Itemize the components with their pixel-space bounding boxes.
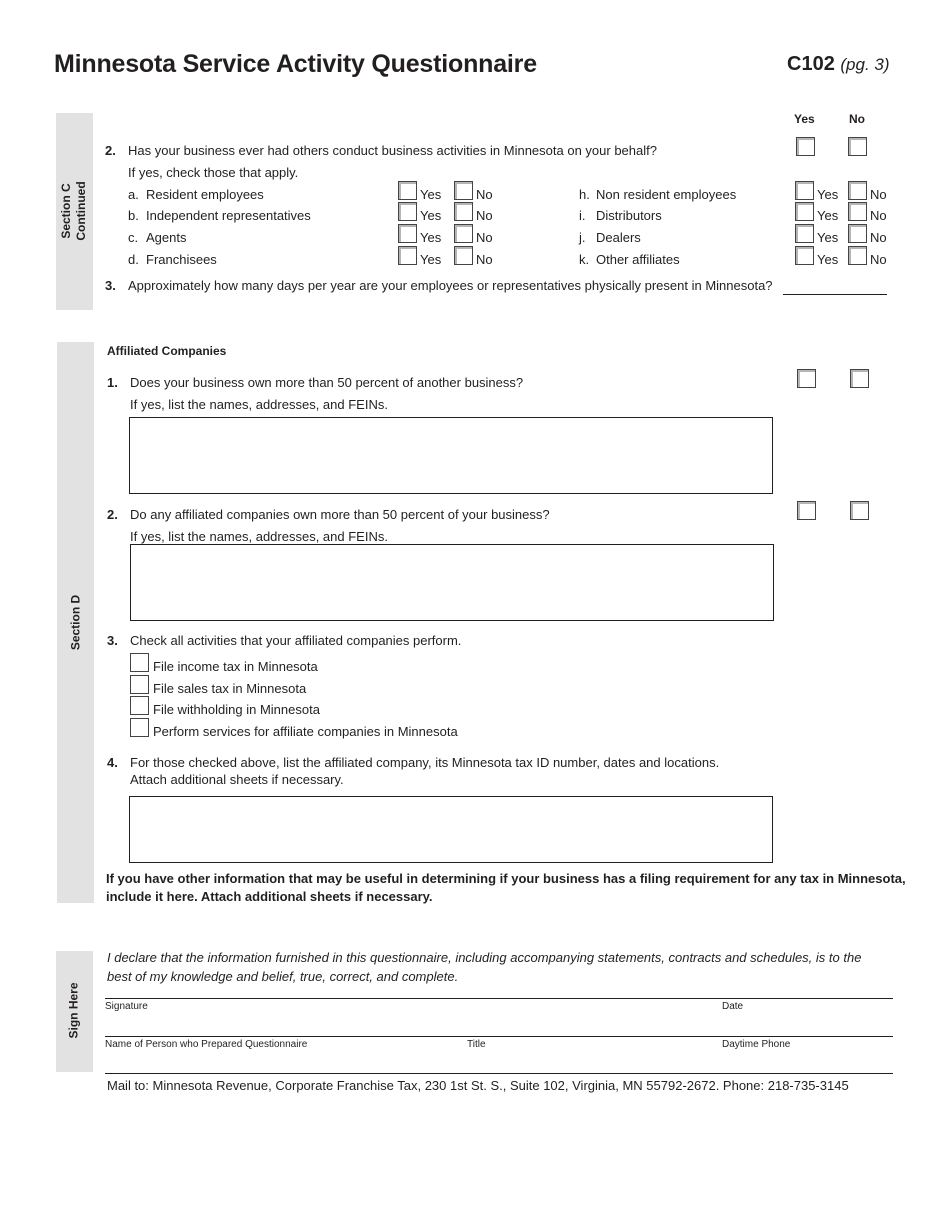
d-q4-number: 4. bbox=[107, 755, 118, 770]
activity-income-tax-label: File income tax in Minnesota bbox=[153, 659, 318, 674]
d-q1-yes-checkbox[interactable] bbox=[797, 369, 816, 388]
preparer-line[interactable] bbox=[105, 1036, 893, 1037]
d-q1-subtext: If yes, list the names, addresses, and FEINs. bbox=[130, 397, 388, 412]
item-h-letter: h. bbox=[579, 187, 590, 202]
activity-sales-tax-checkbox[interactable] bbox=[130, 675, 149, 694]
item-b-yes-checkbox[interactable] bbox=[398, 202, 417, 221]
item-c-yes-label: Yes bbox=[420, 230, 442, 245]
d-q1-number: 1. bbox=[107, 375, 118, 390]
item-a-letter: a. bbox=[128, 187, 139, 202]
item-c-yes-checkbox[interactable] bbox=[398, 224, 417, 243]
item-d-yes-checkbox[interactable] bbox=[398, 246, 417, 265]
phone-line[interactable] bbox=[105, 1073, 893, 1074]
item-d-no-checkbox[interactable] bbox=[454, 246, 473, 265]
declaration-line2: best of my knowledge and belief, true, correct, and complete. bbox=[107, 969, 459, 984]
q2-yes-checkbox[interactable] bbox=[796, 137, 815, 156]
item-k-letter: k. bbox=[579, 252, 590, 267]
signature-label: Signature bbox=[105, 1001, 148, 1012]
item-i-label: Distributors bbox=[596, 208, 662, 223]
section-c-label-line1: Section C bbox=[59, 183, 73, 239]
item-c-letter: c. bbox=[128, 230, 139, 245]
item-a-no-label: No bbox=[476, 187, 493, 202]
col-header-no: No bbox=[849, 112, 865, 126]
q3-text: Approximately how many days per year are your employees or representatives physically present in Minnesota? bbox=[128, 278, 773, 293]
page-title: Minnesota Service Activity Questionnaire bbox=[54, 50, 537, 78]
signature-line[interactable] bbox=[105, 998, 893, 999]
item-a-no-checkbox[interactable] bbox=[454, 181, 473, 200]
d-q4-subtext: Attach additional sheets if necessary. bbox=[130, 772, 344, 787]
col-header-yes: Yes bbox=[794, 112, 815, 126]
item-d-no-label: No bbox=[476, 252, 493, 267]
d-q3-number: 3. bbox=[107, 633, 118, 648]
item-i-letter: i. bbox=[579, 208, 586, 223]
daytime-phone-label: Daytime Phone bbox=[722, 1039, 791, 1050]
mail-to: Mail to: Minnesota Revenue, Corporate Franchise Tax, 230 1st St. S., Suite 102, Virginia, MN 55792-2672. Phone: 218-735-3145 bbox=[107, 1078, 849, 1093]
other-info-line2: include it here. Attach additional sheets if necessary. bbox=[106, 889, 433, 904]
page-number: (pg. 3) bbox=[840, 55, 890, 74]
d-q2-textarea[interactable] bbox=[130, 544, 774, 621]
activity-services-label: Perform services for affiliate companies in Minnesota bbox=[153, 724, 458, 739]
item-k-no-label: No bbox=[870, 252, 887, 267]
item-b-no-label: No bbox=[476, 208, 493, 223]
date-label: Date bbox=[722, 1001, 744, 1012]
d-q1-text: Does your business own more than 50 percent of another business? bbox=[130, 375, 524, 390]
item-j-yes-checkbox[interactable] bbox=[795, 224, 814, 243]
item-h-yes-checkbox[interactable] bbox=[795, 181, 814, 200]
d-q2-yes-checkbox[interactable] bbox=[797, 501, 816, 520]
item-h-label: Non resident employees bbox=[596, 187, 737, 202]
item-k-no-checkbox[interactable] bbox=[848, 246, 867, 265]
item-i-no-label: No bbox=[870, 208, 887, 223]
d-q1-textarea[interactable] bbox=[129, 417, 773, 494]
item-h-no-checkbox[interactable] bbox=[848, 181, 867, 200]
item-d-letter: d. bbox=[128, 252, 139, 267]
other-info-line1: If you have other information that may be useful in determining if your business has a filing requirement for any tax in Minnesota, bbox=[106, 871, 906, 886]
item-b-no-checkbox[interactable] bbox=[454, 202, 473, 221]
d-q1-no-checkbox[interactable] bbox=[850, 369, 869, 388]
q3-number: 3. bbox=[105, 278, 116, 293]
item-j-no-checkbox[interactable] bbox=[848, 224, 867, 243]
item-b-label: Independent representatives bbox=[146, 208, 311, 223]
activity-sales-tax-label: File sales tax in Minnesota bbox=[153, 681, 307, 696]
item-k-yes-checkbox[interactable] bbox=[795, 246, 814, 265]
item-i-no-checkbox[interactable] bbox=[848, 202, 867, 221]
q2-no-checkbox[interactable] bbox=[848, 137, 867, 156]
item-c-label: Agents bbox=[146, 230, 187, 245]
item-i-yes-label: Yes bbox=[817, 208, 839, 223]
item-c-no-label: No bbox=[476, 230, 493, 245]
activity-services-checkbox[interactable] bbox=[130, 718, 149, 737]
d-q4-text: For those checked above, list the affiliated company, its Minnesota tax ID number, dates and locations. bbox=[130, 755, 720, 770]
d-q2-number: 2. bbox=[107, 507, 118, 522]
declaration-line1: I declare that the information furnished in this questionnaire, including accompanying statements, contracts and schedules, is to the bbox=[107, 950, 862, 965]
item-k-label: Other affiliates bbox=[596, 252, 680, 267]
activity-withholding-label: File withholding in Minnesota bbox=[153, 702, 320, 717]
d-q4-textarea[interactable] bbox=[129, 796, 773, 863]
section-c-label-line2: Continued bbox=[74, 181, 88, 241]
d-q2-no-checkbox[interactable] bbox=[850, 501, 869, 520]
activity-income-tax-checkbox[interactable] bbox=[130, 653, 149, 672]
item-j-yes-label: Yes bbox=[817, 230, 839, 245]
form-id: C102 bbox=[787, 53, 835, 75]
item-h-no-label: No bbox=[870, 187, 887, 202]
sign-here-label: Sign Here bbox=[66, 982, 81, 1039]
item-d-label: Franchisees bbox=[146, 252, 217, 267]
item-a-label: Resident employees bbox=[146, 187, 264, 202]
q2-number: 2. bbox=[105, 143, 116, 158]
item-d-yes-label: Yes bbox=[420, 252, 442, 267]
section-c-label bbox=[59, 161, 89, 261]
item-j-no-label: No bbox=[870, 230, 887, 245]
q2-subtext: If yes, check those that apply. bbox=[128, 165, 299, 180]
d-q2-subtext: If yes, list the names, addresses, and FEINs. bbox=[130, 529, 388, 544]
form-number bbox=[787, 53, 890, 76]
item-c-no-checkbox[interactable] bbox=[454, 224, 473, 243]
item-h-yes-label: Yes bbox=[817, 187, 839, 202]
d-q2-text: Do any affiliated companies own more than 50 percent of your business? bbox=[130, 507, 550, 522]
d-q3-text: Check all activities that your affiliated companies perform. bbox=[130, 633, 462, 648]
section-d-label: Section D bbox=[68, 594, 83, 651]
item-j-letter: j. bbox=[579, 230, 586, 245]
item-b-yes-label: Yes bbox=[420, 208, 442, 223]
affiliated-heading: Affiliated Companies bbox=[107, 344, 227, 358]
title-label: Title bbox=[467, 1039, 486, 1050]
item-j-label: Dealers bbox=[596, 230, 641, 245]
item-i-yes-checkbox[interactable] bbox=[795, 202, 814, 221]
preparer-label: Name of Person who Prepared Questionnaire bbox=[105, 1039, 308, 1050]
activity-withholding-checkbox[interactable] bbox=[130, 696, 149, 715]
item-a-yes-label: Yes bbox=[420, 187, 442, 202]
q2-text: Has your business ever had others conduct business activities in Minnesota on your behalf? bbox=[128, 143, 657, 158]
item-b-letter: b. bbox=[128, 208, 139, 223]
item-a-yes-checkbox[interactable] bbox=[398, 181, 417, 200]
q3-days-input[interactable] bbox=[783, 294, 887, 295]
item-k-yes-label: Yes bbox=[817, 252, 839, 267]
